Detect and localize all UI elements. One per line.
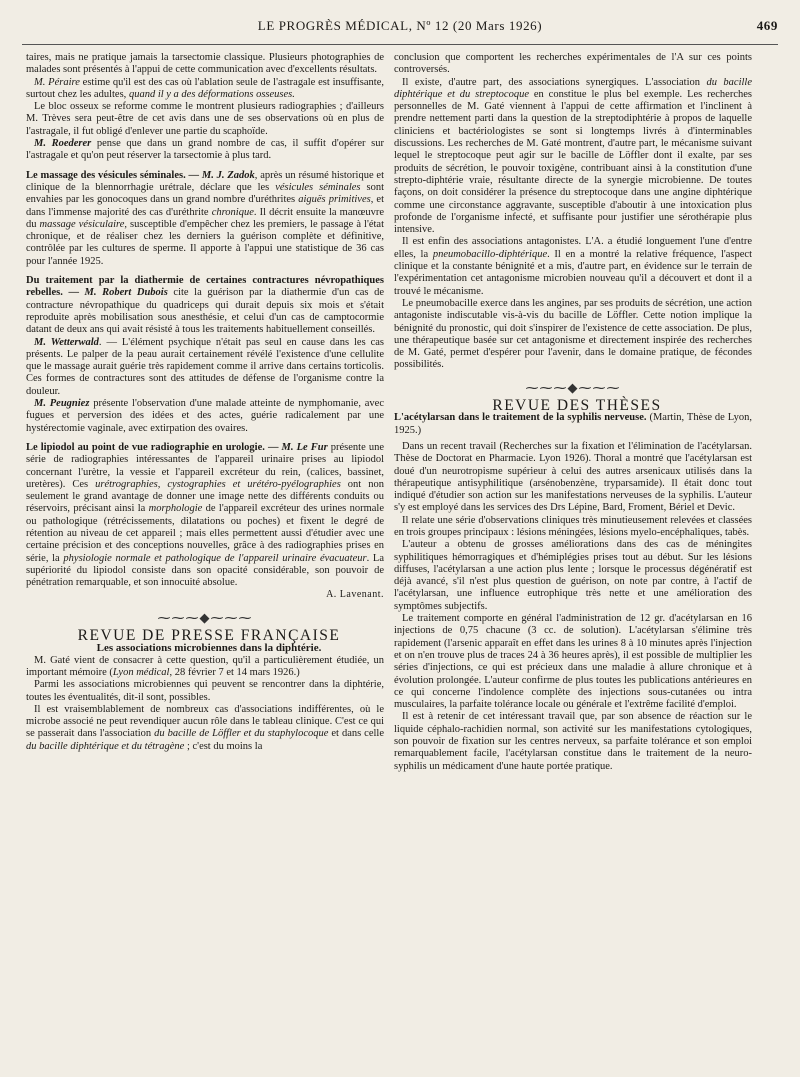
paragraph: Il relate une série d'observations cliniques très minutieusement relevées et classées en trois groupes principaux : lésions méningées, lésions myelo-encéphaliques, tabès.	[394, 514, 752, 538]
ornament-divider: ⁓⁓⁓◆⁓⁓⁓	[525, 379, 621, 395]
article-reference: (Martin, Thèse de Lyon, 1925.)	[394, 412, 752, 436]
author-name: M. Wetterwald	[34, 336, 99, 348]
author-name: M. Le Fur	[281, 441, 328, 453]
signature: A. Lavenant.	[326, 589, 384, 601]
paragraph: L'auteur a obtenu de grosses améliorations dans des cas de méningites syphilitiques hémorragiques et d'hémiplégies prises tout au début. Sur les lésions diffuses, l'acétylarsan a une action plus lente ; lorsque le processus dégénératif est déjà avancé, s'il n'est plus question de guérison, on note par contre, à l'actif de l'acétylarsan, une influence eutrophique très nette et une amélioration des symptômes subjectifs.	[394, 539, 752, 612]
page-number: 469	[756, 18, 778, 33]
paragraph: M. Peugniez présente l'observation d'une malade atteinte de nymphomanie, avec fugues et perversion des idées et des actes, guérie radicalement par une hystérectomie vaginale, avec extirpation des ovaires.	[26, 398, 384, 434]
paragraph: Il est enfin des associations antagonistes. L'A. a étudié longuement l'une d'entre elles, la pneumobacillo-diphtérique. Il en a montré la relative fréquence, l'aspect clinique et la constante bénignité et a mis, d'autre part, en évidence sur le terrain de l'expérimentation cet antagonisme microbien nouveau qu'il a découvert et dont il a trouvé le mécanisme.	[394, 236, 752, 297]
subsection-title: Le lipiodol au point de vue radiographie en urologie. —	[26, 441, 282, 453]
paragraph: Il est vraisemblablement de nombreux cas d'associations indifférentes, où le microbe associé ne peut revendiquer aucun rôle dans le tableau clinique. C'est ce qui se passerait dans l'association du bacille de Löffler et du staphylocoque et dans celle du bacille diphtérique et du tétragène ; c'est du moins la	[26, 703, 384, 752]
running-header	[22, 18, 778, 40]
article-heading	[394, 412, 752, 437]
paragraph: Le traitement comporte en général l'administration de 12 gr. d'acétylarsan en 16 injections de 0,75 chacune (3 cc. de solution). L'acétylarsan s'élimine très rapidement (l'arsenic apparaît en effet dans les urines 8 à 10 minutes après l'injection et on n'en trouve plus de traces 24 à 36 heures après), il est possible de multiplier les séries d'injections, ce qui est précieux dans une maladie à allure chronique et à évolution prolongée. L'auteur confirme de plus toutes les publications antérieures en ce qui concerne l'indolence complète des injections sous-cutanées ou intra musculaires, la parfaite tolérance locale ou générale et l'extrême facilité d'emploi.	[394, 613, 752, 711]
paragraph: Le bloc osseux se reforme comme le montrent plusieurs radiographies ; d'ailleurs M. Trèves sera peut-être de cet avis dans une de ses observations où en plus de l'astragale, il fut obligé d'enlever une partie du scaphoïde.	[26, 101, 384, 137]
paragraph: Il existe, d'autre part, des associations synergiques. L'association du bacille diphtérique et du streptocoque en constitue le plus bel exemple. Les recherches personnelles de M. Gaté viennent à l'appui de cette affirmation et l'inclinent à prendre nettement parti dans la question de la streptodiphtérie à propos de laquelle cliniciens et bactériologistes se sont si longtemps livrés à d'interminables discussions. Les recherches de M. Gaté montrent, d'autre part, le mécanisme suivant lequel le streptocoque peut agir sur le bacille de Löffler dont il exalte, par ses produits de sécrétion, le pouvoir toxigène, contribuant ainsi à la constitution d'une strepto-diphtérie vraie, résultante directe de la synergie microbienne. De toutes façons, on doit considérer la présence du streptocoque dans une angine diphtérique comme une circonstance aggravante, susceptible d'aboutir à une intoxication plus profonde de l'organisme infecté, et suffisante pour justifier une sérothérapie plus intensive.	[394, 76, 752, 236]
subsection-title: Le massage des vésicules séminales. —	[26, 169, 202, 181]
section-title: REVUE DES THÈSES	[492, 397, 662, 415]
paragraph: Dans un recent travail (Recherches sur la fixation et l'élimination de l'acétylarsan. Thèse de Doctorat en Pharmacie. Lyon 1926). Thoral a montré que l'acétylarsan est doué d'un neurotropisme supérieur à celui des autres arsenicaux utilisés dans la thérapeutique antisyphilitique (arsénobenzène, tryparsamide). Il était donc tout indiqué d'étudier son action sur les manifestations nerveuses de la syphilis. L'auteur s'y est employé dans les services des Drs Lépine, Bard, Froment, Bériel et Devic.	[394, 440, 752, 514]
section-title: REVUE DE PRESSE FRANÇAISE	[77, 627, 341, 645]
header-rule	[22, 44, 778, 45]
left-column	[26, 52, 384, 753]
author-name: M. J. Zadok	[201, 169, 255, 181]
ornament-divider: ⁓⁓⁓◆⁓⁓⁓	[157, 609, 253, 625]
author-name: M. Péraire	[34, 76, 80, 88]
paragraph: Le lipiodol au point de vue radiographie en urologie. — M. Le Fur présente une série de radiographies intéressantes de l'appareil urinaire prises au lipiodol concernant l'urètre, la vessie et l'appareil excréteur du rein, (calices, bassinet, uretères). Ces urétrographies, cystographies et urétéro-pyélographies ont non seulement le grand avantage de donner une image nette des différents conduits ou réservoirs, précisant ainsi la morphologie de l'appareil excréteur des urines normale ou pathologique (rétrécissements, dilatations ou poches) et fixent le degré de rétention au niveau de cet appareil ; mais elles permettent aussi d'étudier avec une certaine précision et des conceptions nouvelles, grâce à des radiographies prises en série, la physiologie normale et pathologique de l'appareil urinaire évacuateur. La supériorité du lipiodol consiste dans son opacité considérable, son pouvoir de pénétration remarquable, et son innocuité absolue.	[26, 441, 385, 589]
paragraph: M. Gaté vient de consacrer à cette question, qu'il a particulièrement étudiée, un important mémoire (Lyon médical, 28 février 7 et 14 mars 1926.)	[26, 654, 384, 678]
journal-header: LE PROGRÈS MÉDICAL, Nº 12 (20 Mars 1926)	[257, 18, 543, 33]
article-title: Les associations microbiennes dans la diphtérie.	[96, 642, 322, 655]
paragraph: Du traitement par la diathermie de certaines contractures névropathiques rebelles. — M. Robert Dubois cite la guérison par la diathermie d'un cas de contracture névropathique du quadriceps qui durait depuis six mois et s'était reproduite après mobilisation sous anesthésie, et celui d'un cas de camptocormie datant de deux ans qui avait résisté à tous les traitements habituellement conseillés.	[26, 275, 384, 336]
paragraph: Le massage des vésicules séminales. — M. J. Zadok, après un résumé historique et clinique de la blennorrhagie urétrale, déclare que les vésicules séminales sont envahies par les gonocoques dans un grand nombre d'uréthrites aiguës primitives, et dans l'immense majorité des cas d'uréthrite chronique. Il décrit ensuite la manœuvre du massage vésiculaire, susceptible d'empêcher chez les premiers, le passage à l'état chronique, et de réaliser chez les derniers la guérison complète et définitive, contrôlée par les cultures de sperme. Il apporte à l'appui une statistique de 36 cas pour l'année 1925.	[26, 169, 385, 267]
paragraph: conclusion que comportent les recherches expérimentales de l'A sur ces points controversés.	[394, 52, 752, 76]
paragraph: M. Wetterwald. — L'élément psychique n'était pas seul en cause dans les cas présents. Le palper de la peau aurait certainement révélé l'existence d'une cellulite que le massage aurait guérie très rapidement comme il arrive dans certains torticolis. Ces formes de contractures sont des attitudes de défense de l'organisme contre la douleur.	[26, 336, 384, 397]
paragraph: Il est à retenir de cet intéressant travail que, par son absence de réaction sur le liquide céphalo-rachidien normal, son activité sur les manifestations cytologiques, son pouvoir de fixation sur les centres nerveux, sa parfaite tolérance et son emploi remarquablement facile, l'acétylarsan constitue dans le traitement de la neuro-syphilis un médicament d'une haute portée pratique.	[394, 711, 752, 772]
paragraph: M. Péraire estime qu'il est des cas où l'ablation seule de l'astragale est insuffisante, surtout chez les adultes, quand il y a des déformations osseuses.	[26, 76, 384, 100]
subsection-title: Du traitement par la diathermie de certaines contractures névropathiques rebelles. —	[26, 275, 384, 299]
author-name: M. Peugniez	[34, 398, 90, 410]
article-title: L'acétylarsan dans le traitement de la syphilis nerveuse.	[394, 412, 647, 424]
paragraph: Parmi les associations microbiennes qui peuvent se rencontrer dans la diphtérie, toutes les éventualités, dit-il sont, possibles.	[26, 679, 384, 703]
author-name: M. Robert Dubois	[84, 287, 168, 299]
right-column	[394, 52, 752, 773]
paragraph: Le pneumobacille exerce dans les angines, par ses produits de sécrétion, une action antagoniste indiscutable vis-à-vis du bacille de Löffler. Cette notion implique la bénignité du pronostic, qui doit s'inspirer de l'existence de cette association. De plus, une thérapeutique basée sur cet antagonisme et directement inspirée des recherches de M. Gaté, permet d'espérer pour l'avenir, dans le domaine pratique, de fécondes possibilités.	[394, 297, 752, 371]
author-name: M. Roederer	[34, 138, 92, 150]
paragraph: M. Roederer pense que dans un grand nombre de cas, il suffit d'opérer sur l'astragale et qu'on peut réserver la tarsectomie à plus tard.	[26, 138, 384, 162]
paragraph: taires, mais ne pratique jamais la tarsectomie classique. Plusieurs photographies de malades sont présentés à l'appui de cette communication avec d'excellents résultats.	[26, 52, 384, 76]
